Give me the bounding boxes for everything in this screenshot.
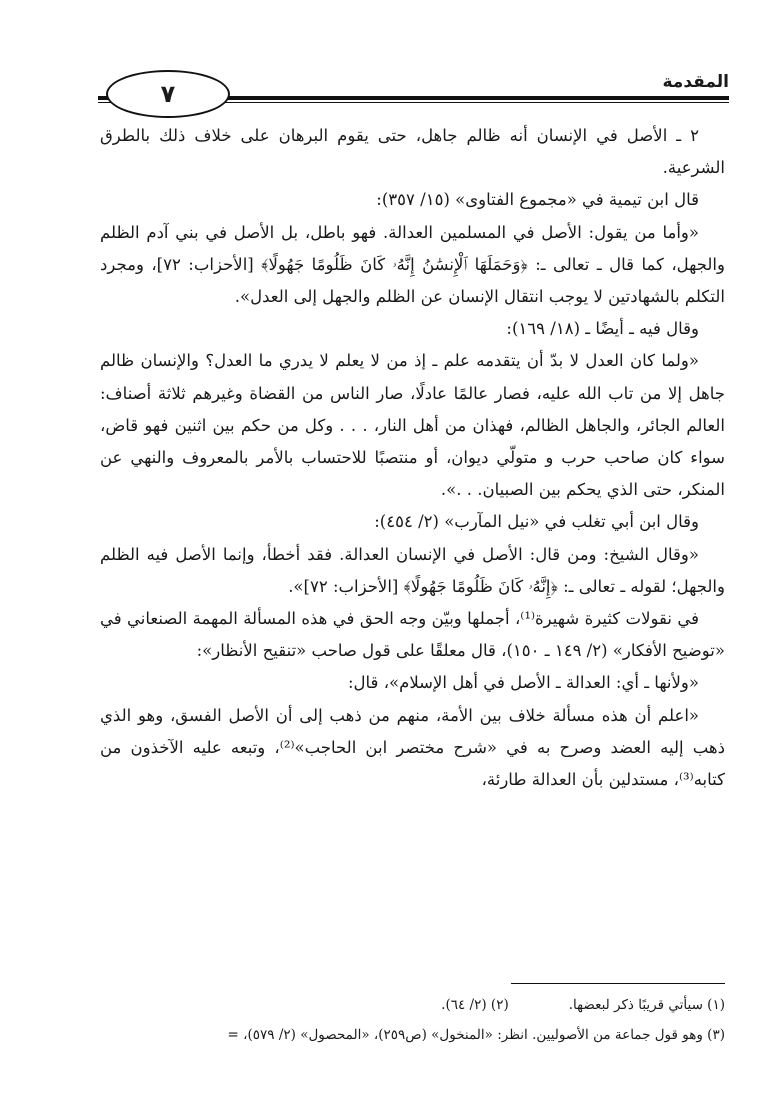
page-number: ٧ <box>160 80 176 108</box>
footnote-2: (٢) (٢/ ٦٤). <box>441 997 509 1013</box>
paragraph: في نقولات كثيرة شهيرة⁽¹⁾، أجملها وبيّن وجه الحق في هذه المسألة المهمة الصنعاني في «توضيح الأفكار» (٢/ ١٤٩ ـ ١٥٠)، قال معلقًا على قول صاحب «تنقيح الأنظار»: <box>100 609 725 661</box>
footnote-1: (١) سيأتي قريبًا ذكر لبعضها. <box>568 997 725 1013</box>
footnotes <box>100 990 725 1050</box>
body-text <box>100 120 725 796</box>
paragraph: وقال ابن أبي تغلب في «نيل المآرب» (٢/ ٤٥٤): <box>374 512 699 532</box>
footnote-separator <box>511 983 725 984</box>
page-header <box>98 62 729 112</box>
paragraph: «وقال الشيخ: ومن قال: الأصل في الإنسان العدالة. فقد أخطأ، وإنما الأصل فيه الظلم والجهل؛ لقوله ـ تعالى ـ: ﴿إِنَّهُۥ كَانَ ظَلُومًا جَهُولًا﴾ [الأحزاب: ٧٢]». <box>100 544 725 596</box>
paragraph: «وأما من يقول: الأصل في المسلمين العدالة. فهو باطل، بل الأصل في بني آدم الظلم والجهل، كما قال ـ تعالى ـ: ﴿وَحَمَلَهَا ٱلْإِنسَٰنُ إِنَّهُۥ كَانَ ظَلُومًا جَهُولًا﴾ [الأحزاب: ٧٢]، ومجرد التكلم بالشهادتين لا يوجب انتقال الإنسان عن الظلم والجهل إلى العدل». <box>100 222 725 307</box>
paragraph: قال ابن تيمية في «مجموع الفتاوى» (١٥/ ٣٥٧): <box>376 190 699 210</box>
paragraph: ٢ ـ الأصل في الإنسان أنه ظالم جاهل، حتى يقوم البرهان على خلاف ذلك بالطرق الشرعية. <box>100 126 725 178</box>
footnote-3: (٣) وهو قول جماعة من الأصوليين. انظر: «المنخول» (ص٢٥٩)، «المحصول» (٢/ ٥٧٩)، = <box>227 1027 725 1043</box>
page-number-badge <box>106 70 230 118</box>
paragraph: «ولأنها ـ أي: العدالة ـ الأصل في أهل الإسلام»، قال: <box>347 673 699 693</box>
paragraph: «اعلم أن هذه مسألة خلاف بين الأمة، منهم من ذهب إلى أن الأصل الفسق، وهو الذي ذهب إليه العضد وصرح به في «شرح مختصر ابن الحاجب»⁽²⁾، وتبعه عليه الآخذون من كتابه⁽³⁾، مستدلين بأن العدالة طارئة، <box>100 705 725 790</box>
chapter-title: المقدمة <box>662 72 729 92</box>
paragraph: «ولما كان العدل لا بدّ أن يتقدمه علم ـ إذ من لا يعلم لا يدري ما العدل؟ والإنسان ظالم جاهل إلا من تاب الله عليه، فصار عالمًا عادلًا، صار الناس من القضاة وغيرهم ثلاثة أصناف: العالم الجائر، والجاهل الظالم، فهذان من أهل النار، . . . وكل من حكم بين اثنين فهو قاض، سواء كان صاحب حرب و متولّي ديوان، أو منتصبًا للاحتساب بالأمر بالمعروف والنهي عن المنكر، حتى الذي يحكم بين الصبيان. . .». <box>100 351 725 500</box>
footnote-row <box>100 990 725 1020</box>
paragraph: وقال فيه ـ أيضًا ـ (١٨/ ١٦٩): <box>506 319 699 339</box>
